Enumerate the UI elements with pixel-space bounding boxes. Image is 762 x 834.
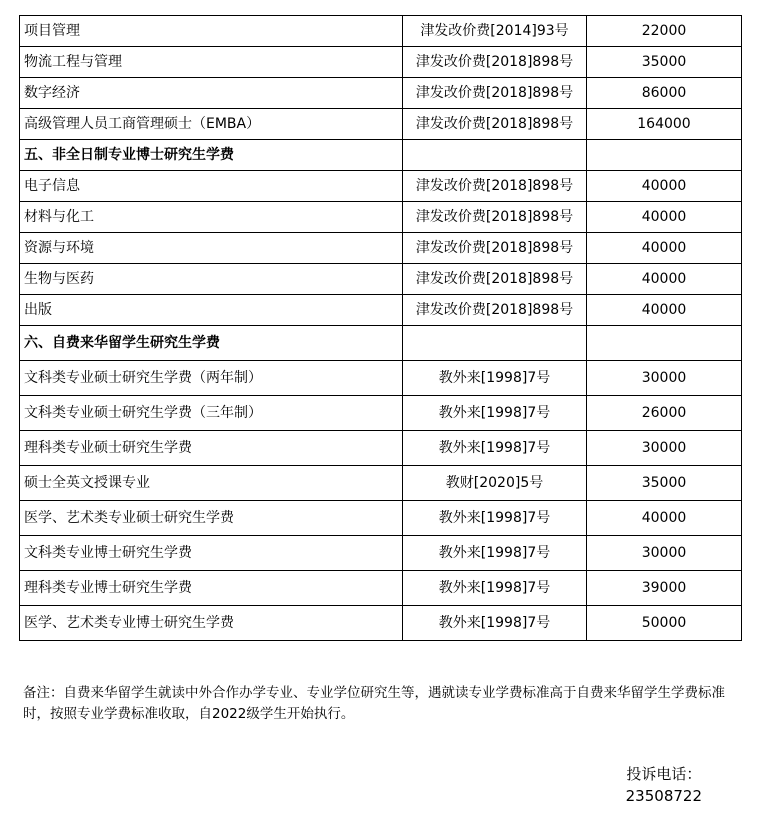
program-name-cell: 电子信息 bbox=[20, 171, 403, 202]
program-name-cell: 理科类专业博士研究生学费 bbox=[20, 571, 403, 606]
section-header-row bbox=[20, 140, 742, 171]
document-number-cell: 津发改价费[2018]898号 bbox=[403, 78, 587, 109]
fee-amount-cell: 50000 bbox=[587, 606, 742, 641]
table-row bbox=[20, 202, 742, 233]
fee-amount-cell: 30000 bbox=[587, 361, 742, 396]
fee-amount-cell bbox=[587, 326, 742, 361]
fee-amount-cell: 40000 bbox=[587, 233, 742, 264]
document-number-cell: 教外来[1998]7号 bbox=[403, 501, 587, 536]
fee-amount-cell: 40000 bbox=[587, 295, 742, 326]
program-name-cell: 出版 bbox=[20, 295, 403, 326]
fee-amount-cell: 35000 bbox=[587, 466, 742, 501]
fee-amount-cell: 164000 bbox=[587, 109, 742, 140]
program-name-cell: 高级管理人员工商管理硕士（EMBA） bbox=[20, 109, 403, 140]
fee-amount-cell: 86000 bbox=[587, 78, 742, 109]
document-number-cell: 津发改价费[2018]898号 bbox=[403, 47, 587, 78]
document-number-cell: 教外来[1998]7号 bbox=[403, 396, 587, 431]
fee-amount-cell: 35000 bbox=[587, 47, 742, 78]
program-name-cell: 医学、艺术类专业博士研究生学费 bbox=[20, 606, 403, 641]
document-number-cell: 教外来[1998]7号 bbox=[403, 571, 587, 606]
complaint-contact bbox=[626, 763, 702, 807]
fee-amount-cell: 30000 bbox=[587, 536, 742, 571]
table-row bbox=[20, 396, 742, 431]
fee-table-body bbox=[20, 16, 742, 641]
program-name-cell: 文科类专业硕士研究生学费（三年制） bbox=[20, 396, 403, 431]
table-row bbox=[20, 571, 742, 606]
document-number-cell: 津发改价费[2018]898号 bbox=[403, 295, 587, 326]
program-name-cell: 理科类专业硕士研究生学费 bbox=[20, 431, 403, 466]
table-row bbox=[20, 264, 742, 295]
section-header-row bbox=[20, 326, 742, 361]
table-row bbox=[20, 295, 742, 326]
fee-amount-cell: 22000 bbox=[587, 16, 742, 47]
fee-amount-cell bbox=[587, 140, 742, 171]
document-number-cell: 津发改价费[2018]898号 bbox=[403, 202, 587, 233]
complaint-label: 投诉电话： bbox=[626, 765, 702, 783]
fee-amount-cell: 40000 bbox=[587, 202, 742, 233]
table-row bbox=[20, 16, 742, 47]
document-number-cell: 教外来[1998]7号 bbox=[403, 606, 587, 641]
document-number-cell: 津发改价费[2018]898号 bbox=[403, 264, 587, 295]
table-row bbox=[20, 78, 742, 109]
document-number-cell: 津发改价费[2018]898号 bbox=[403, 171, 587, 202]
program-name-cell: 硕士全英文授课专业 bbox=[20, 466, 403, 501]
table-row bbox=[20, 47, 742, 78]
fee-amount-cell: 30000 bbox=[587, 431, 742, 466]
document-number-cell: 津发改价费[2018]898号 bbox=[403, 233, 587, 264]
table-row bbox=[20, 466, 742, 501]
document-number-cell: 津发改价费[2018]898号 bbox=[403, 109, 587, 140]
table-row bbox=[20, 233, 742, 264]
program-name-cell: 医学、艺术类专业硕士研究生学费 bbox=[20, 501, 403, 536]
program-name-cell: 六、自费来华留学生研究生学费 bbox=[20, 326, 403, 361]
document-number-cell: 教财[2020]5号 bbox=[403, 466, 587, 501]
document-number-cell: 教外来[1998]7号 bbox=[403, 536, 587, 571]
table-row bbox=[20, 536, 742, 571]
program-name-cell: 五、非全日制专业博士研究生学费 bbox=[20, 140, 403, 171]
table-row bbox=[20, 431, 742, 466]
fee-amount-cell: 40000 bbox=[587, 264, 742, 295]
program-name-cell: 材料与化工 bbox=[20, 202, 403, 233]
complaint-phone: 23508722 bbox=[625, 787, 702, 805]
fee-table bbox=[19, 15, 742, 641]
program-name-cell: 文科类专业硕士研究生学费（两年制） bbox=[20, 361, 403, 396]
remark-note: 备注：自费来华留学生就读中外合作办学专业、专业学位研究生等，遇就读专业学费标准高于自费来华留学生学费标准时，按照专业学费标准收取，自2022级学生开始执行。 bbox=[23, 685, 725, 722]
table-row bbox=[20, 171, 742, 202]
table-row bbox=[20, 109, 742, 140]
table-row bbox=[20, 606, 742, 641]
fee-amount-cell: 26000 bbox=[587, 396, 742, 431]
program-name-cell: 生物与医药 bbox=[20, 264, 403, 295]
program-name-cell: 项目管理 bbox=[20, 16, 403, 47]
program-name-cell: 文科类专业博士研究生学费 bbox=[20, 536, 403, 571]
document-number-cell bbox=[403, 326, 587, 361]
document-number-cell: 教外来[1998]7号 bbox=[403, 361, 587, 396]
document-number-cell: 津发改价费[2014]93号 bbox=[403, 16, 587, 47]
program-name-cell: 物流工程与管理 bbox=[20, 47, 403, 78]
fee-amount-cell: 40000 bbox=[587, 171, 742, 202]
program-name-cell: 数字经济 bbox=[20, 78, 403, 109]
program-name-cell: 资源与环境 bbox=[20, 233, 403, 264]
fee-amount-cell: 39000 bbox=[587, 571, 742, 606]
document-number-cell: 教外来[1998]7号 bbox=[403, 431, 587, 466]
table-row bbox=[20, 501, 742, 536]
fee-amount-cell: 40000 bbox=[587, 501, 742, 536]
document-number-cell bbox=[403, 140, 587, 171]
table-row bbox=[20, 361, 742, 396]
